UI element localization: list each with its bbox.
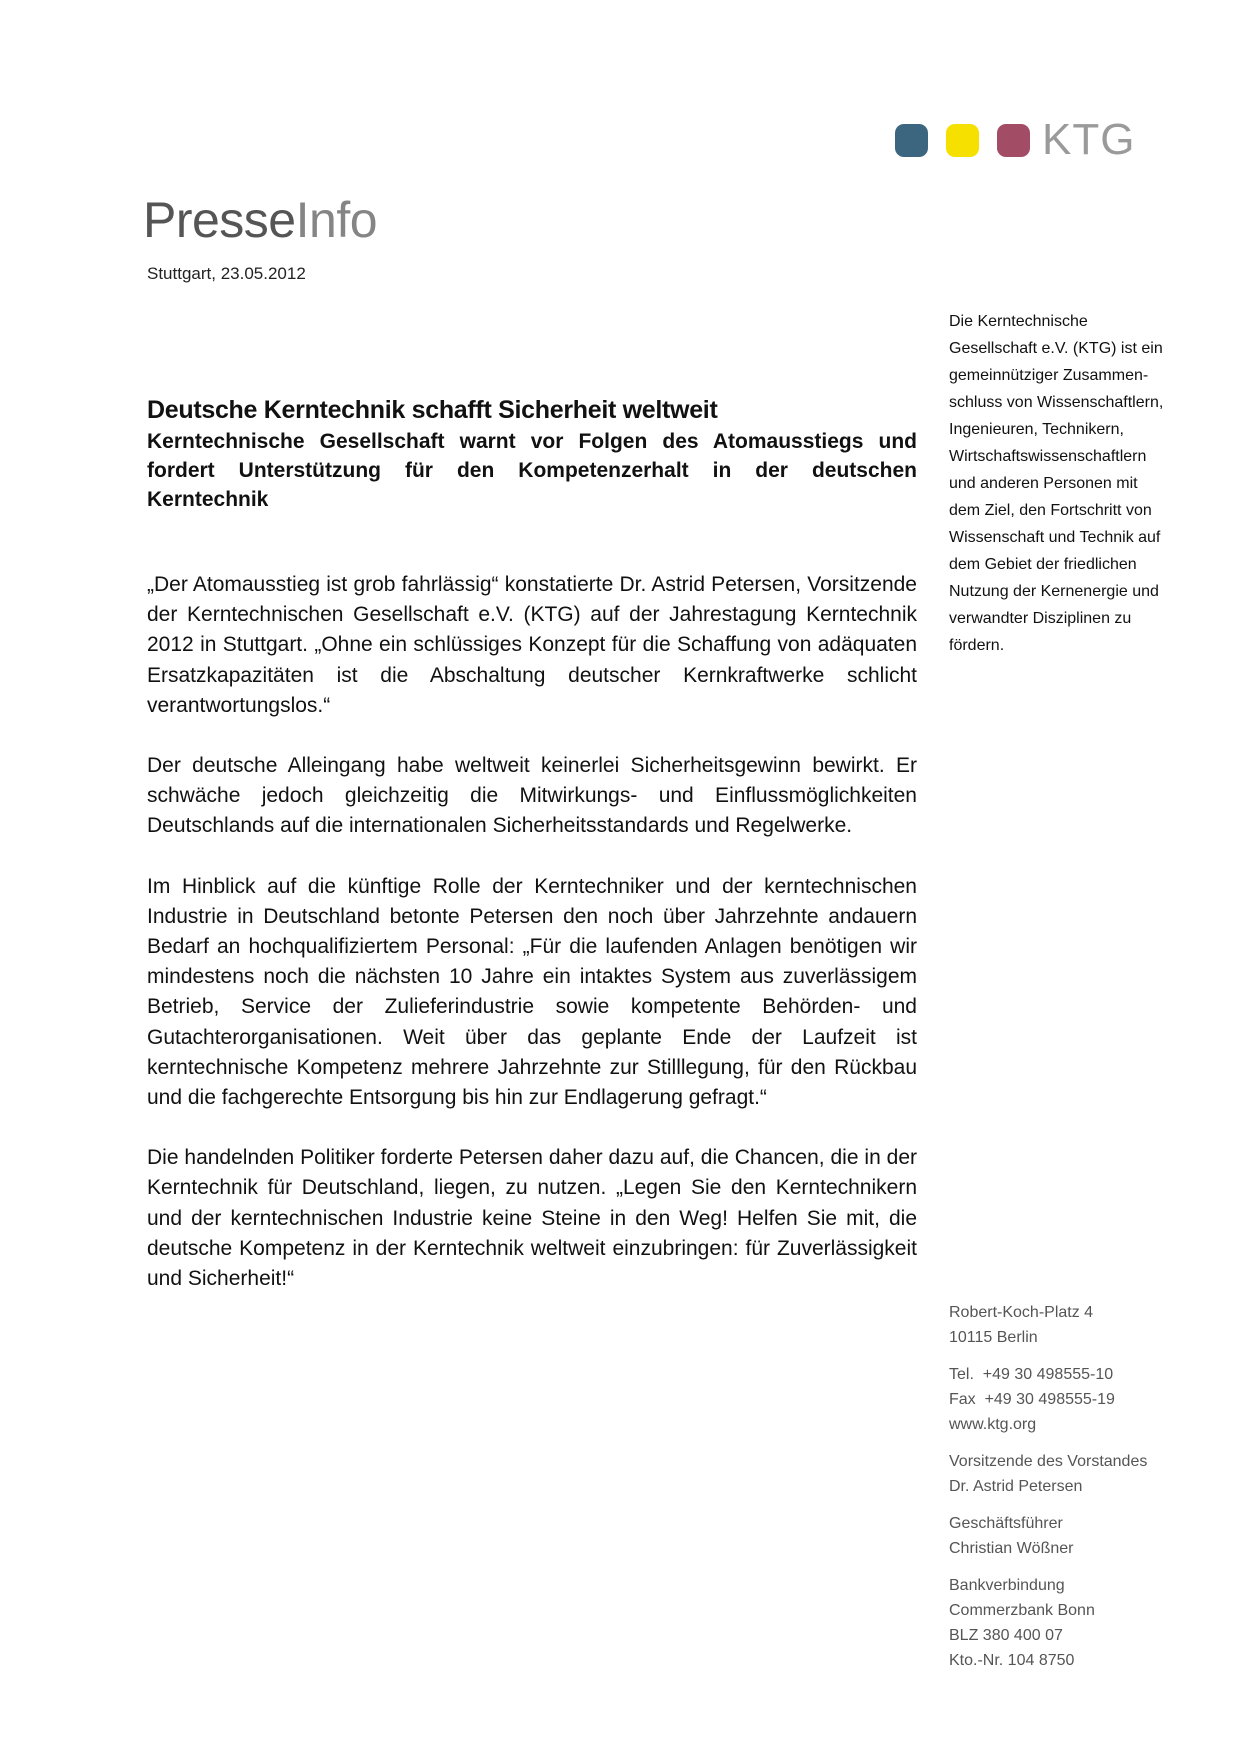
about-ktg bbox=[949, 308, 1189, 659]
bank-code: BLZ 380 400 07 bbox=[949, 1627, 1063, 1644]
article bbox=[147, 393, 917, 1324]
city: 10115 Berlin bbox=[949, 1329, 1038, 1346]
paragraph: Der deutsche Alleingang habe weltweit keinerlei Sicherheitsgewinn bewirkt. Er schwäche jedoch gleichzeitig die Mitwirkungs- und Einflussmöglichkeiten Deutschlands auf die internationalen Sicherheitsstandards und Regelwerke. bbox=[147, 754, 917, 838]
chair-block bbox=[949, 1449, 1189, 1499]
manager-block bbox=[949, 1511, 1189, 1561]
bank-label: Bankverbindung bbox=[949, 1577, 1065, 1594]
logo-square-yellow bbox=[946, 124, 979, 157]
article-body bbox=[147, 570, 917, 1294]
bank-block bbox=[949, 1573, 1189, 1673]
page-title bbox=[143, 192, 378, 248]
phone: Tel. +49 30 498555-10 bbox=[949, 1366, 1114, 1383]
subheadline: Kerntechnische Gesellschaft warnt vor Folgen des Atomausstiegs und fordert Unterstützung für den Kompetenzerhalt in der deutschen Kerntechnik bbox=[147, 430, 917, 511]
fax: Fax +49 30 498555-19 bbox=[949, 1391, 1115, 1408]
street: Robert-Koch-Platz 4 bbox=[949, 1304, 1094, 1321]
manager-label: Geschäftsführer bbox=[949, 1515, 1063, 1532]
about-line: Wirtschaftswissenschaftlern bbox=[949, 448, 1147, 465]
about-line: Die Kerntechnische bbox=[949, 313, 1088, 330]
headline: Deutsche Kerntechnik schafft Sicherheit weltweit bbox=[147, 396, 718, 424]
phone-block bbox=[949, 1362, 1189, 1437]
address-block bbox=[949, 1300, 1189, 1350]
about-line: Gesellschaft e.V. (KTG) ist ein bbox=[949, 340, 1163, 357]
logo-square-red bbox=[997, 124, 1030, 157]
about-line: fördern. bbox=[949, 637, 1005, 654]
chair-label: Vorsitzende des Vorstandes bbox=[949, 1453, 1148, 1470]
ktg-logo bbox=[895, 115, 1136, 164]
paragraph: „Der Atomausstieg ist grob fahrlässig“ konstatierte Dr. Astrid Petersen, Vorsitzende der Kerntechnischen Gesellschaft e.V. (KTG) auf der Jahrestagung Kerntechnik 2012 in Stuttgart. „Ohne ein schlüssiges Konzept für die Schaffung von adäquaten Ersatzkapazitäten ist die Abschaltung deutscher Kernkraftwerke schlicht verantwortungslos.“ bbox=[147, 573, 917, 717]
logo-square-blue bbox=[895, 124, 928, 157]
date-line: Stuttgart, 23.05.2012 bbox=[147, 264, 306, 283]
about-line: und anderen Personen mit bbox=[949, 475, 1138, 492]
about-line: Nutzung der Kernenergie und bbox=[949, 583, 1159, 600]
about-line: verwandter Disziplinen zu bbox=[949, 610, 1132, 627]
bank-name: Commerzbank Bonn bbox=[949, 1602, 1095, 1619]
paragraph: Im Hinblick auf die künftige Rolle der Kerntechniker und der kerntechnischen Industrie in Deutschland betonte Petersen den noch über Jahrzehnte andauern Bedarf an hochqualifiziertem Personal: „Für die laufenden Anlagen benötigen wir mindestens noch die nächsten 10 Jahre ein intaktes System aus zuverlässigem Betrieb, Service der Zulieferindustrie sowie kompetente Behörden- und Gutachterorganisationen. Weit über das geplante Ende der Laufzeit ist kerntechnische Kompetenz mehrere Jahrzehnte zur Stilllegung, für den Rückbau und die fachgerechte Entsorgung bis hin zur Endlagerung gefragt.“ bbox=[147, 874, 917, 1110]
contact-info bbox=[949, 1300, 1189, 1685]
about-line: dem Ziel, den Fortschritt von bbox=[949, 502, 1152, 519]
manager-name: Christian Wößner bbox=[949, 1540, 1074, 1557]
title-info: Info bbox=[295, 192, 378, 248]
about-line: Wissenschaft und Technik auf bbox=[949, 529, 1161, 546]
about-line: gemeinnütziger Zusammen- bbox=[949, 367, 1149, 384]
logo-text: KTG bbox=[1042, 115, 1136, 164]
about-line: schluss von Wissenschaftlern, bbox=[949, 394, 1164, 411]
account-number: Kto.-Nr. 104 8750 bbox=[949, 1652, 1075, 1669]
chair-name: Dr. Astrid Petersen bbox=[949, 1478, 1083, 1495]
website-link[interactable]: www.ktg.org bbox=[949, 1416, 1037, 1433]
about-line: Ingenieuren, Technikern, bbox=[949, 421, 1124, 438]
about-line: dem Gebiet der friedlichen bbox=[949, 556, 1137, 573]
title-presse: Presse bbox=[143, 192, 296, 248]
paragraph: Die handelnden Politiker forderte Petersen daher dazu auf, die Chancen, die in der Kerntechnik für Deutschland, liegen, zu nutzen. „Legen Sie den Kerntechnikern und der kerntechnischen Industrie keine Steine in den Weg! Helfen Sie mit, die deutsche Kompetenz in der Kerntechnik weltweit einzubringen: für Zuverlässigkeit und Sicherheit!“ bbox=[147, 1146, 917, 1291]
